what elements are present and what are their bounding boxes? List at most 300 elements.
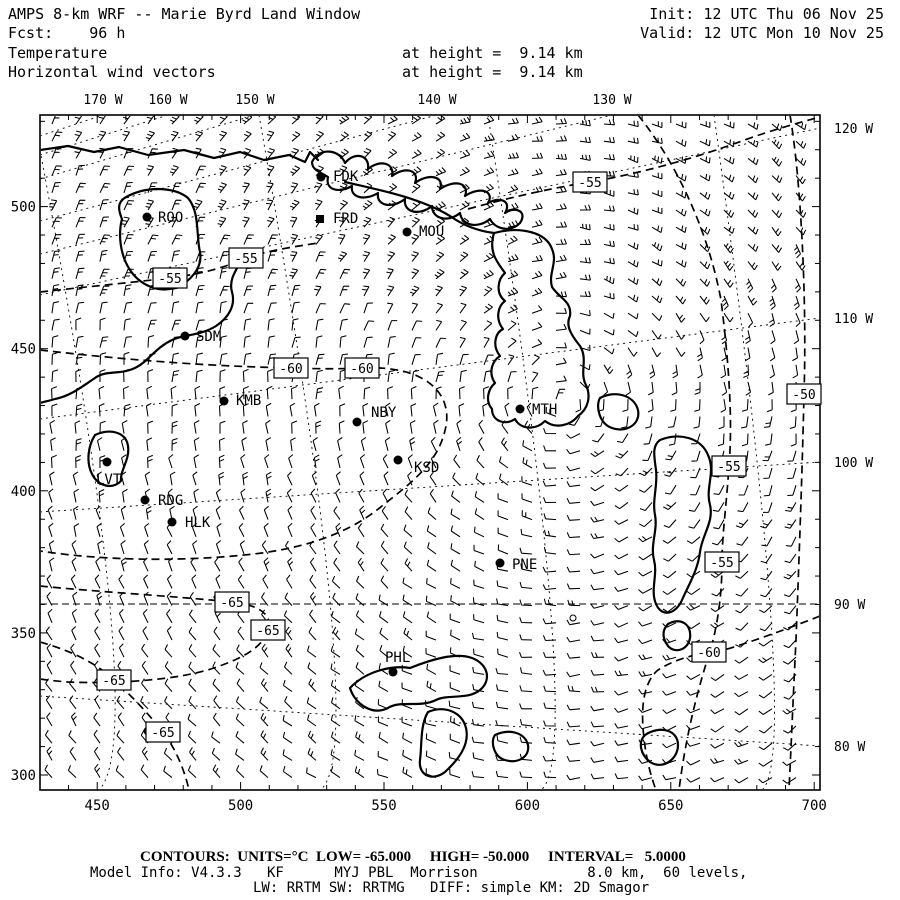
wind-barb [473,633,485,640]
wind-barb [72,541,76,555]
wind-barb [676,243,686,250]
wind-barb [652,242,662,251]
wind-barb [311,506,316,519]
wind-barb [339,386,344,399]
wind-barb [639,537,652,542]
wind-barb [759,743,772,750]
wind-barb [615,657,629,661]
wind-barb [411,252,418,262]
wind-barb [338,234,345,244]
wind-barb [676,122,686,128]
wind-barb [567,549,580,554]
wind-barb [724,157,734,164]
station-marker [168,518,177,527]
wind-barb [687,742,700,746]
wind-barb [591,485,604,491]
wind-barb [283,732,292,743]
wind-barb [48,609,52,623]
wind-barb [164,748,172,760]
wind-barb [172,235,182,245]
wind-barb [763,468,772,478]
wind-barb [290,200,299,210]
wind-barb [403,767,412,778]
wind-barb [388,370,395,382]
wind-barb [308,748,316,760]
wind-barb [412,133,421,142]
wind-barb [436,149,445,158]
coastline [40,146,318,162]
wind-barb [124,285,131,296]
wind-barb [736,606,749,613]
wind-barb [591,534,604,539]
wind-barb [502,438,509,451]
wind-barb [796,313,800,326]
wind-barb [388,217,395,227]
wind-barb [476,473,484,485]
wind-barb [309,679,316,692]
wind-barb [95,627,100,640]
wind-barb [100,337,108,348]
coastline [40,252,246,403]
wind-barb [700,174,710,181]
wind-barb [735,726,748,732]
wind-barb [283,749,292,760]
wind-barb [172,371,179,382]
wind-barb [122,421,127,434]
wind-barb [218,217,226,227]
wind-barb [436,338,446,348]
wind-barb [532,271,542,279]
wind-barb [783,760,796,765]
wind-barb [364,114,372,124]
wind-barb [100,250,108,261]
wind-barb [615,708,629,712]
wind-barb [668,416,676,427]
wind-barb [266,200,273,210]
wind-barb [497,598,508,605]
wind-barb [676,313,685,322]
wind-barb [718,434,724,446]
wind-barb [436,320,442,330]
top-longitude-label: 160 W [148,93,188,108]
wind-barb [403,611,412,622]
contour-label-value: -55 [717,460,741,475]
wind-barb [141,765,148,778]
wind-barb [189,679,196,692]
wind-barb [639,588,653,593]
wind-barb [310,610,317,623]
wind-barb [290,269,298,279]
wind-barb [76,218,86,228]
wind-barb [628,189,638,195]
wind-barb [190,747,197,760]
wind-barb [784,571,796,579]
wind-barb [260,766,268,778]
wind-barb [292,132,300,142]
wind-barb [262,644,268,657]
wind-barb [508,387,513,400]
wind-barb [285,662,293,675]
wind-barb [340,304,350,314]
wind-barb [719,416,724,428]
wind-barb [711,674,724,680]
wind-barb [411,404,416,417]
wind-barb [644,434,652,445]
wind-barb [735,778,748,783]
wind-barb [147,386,152,399]
wind-barb [74,506,79,519]
wind-barb [219,455,224,468]
wind-barb [760,520,772,528]
wind-barb [500,474,509,486]
wind-barb [355,750,364,761]
wind-barb [165,696,172,708]
wind-barb [315,183,322,193]
wind-barb [508,118,518,124]
wind-barb [556,272,566,279]
forecast-hour-label: Fcst: 96 h [8,24,126,42]
wind-barb [460,338,466,348]
wind-barb [265,455,269,468]
wind-barb [639,639,653,643]
station-label: LVT [96,472,122,488]
wind-barb [402,683,412,692]
wind-barb [477,455,484,468]
wind-barb [689,520,701,529]
wind-barb [411,387,416,400]
wind-barb [100,200,109,210]
wind-barb [794,296,799,310]
wind-barb [508,153,519,159]
wind-barb [544,686,556,692]
wind-barb [640,502,652,510]
wind-barb [381,524,388,537]
station-label: PHL [385,650,411,666]
wind-barb [116,765,124,777]
wind-barb [412,183,420,193]
wind-barb [628,243,638,250]
wind-barb [100,318,106,330]
wind-barb [771,330,776,343]
station-marker [181,332,190,341]
wind-barb [497,581,508,589]
wind-barb [691,451,700,461]
wind-barb [591,722,604,727]
wind-barb [521,529,532,537]
wind-barb [556,308,567,313]
wind-barb [425,718,436,726]
wind-barb [472,702,484,709]
station-marker [496,559,505,568]
wind-barb [261,748,268,761]
wind-barb [568,600,580,606]
contour-label-value: -65 [220,596,244,611]
wind-barb [196,166,206,176]
wind-barb [698,365,703,378]
wind-barb [532,339,542,347]
wind-barb [567,705,580,710]
wind-barb [694,416,701,428]
y-axis-tick-label: 350 [10,625,36,642]
wind-barb [359,489,364,502]
wind-barb [615,723,628,728]
wind-barb [484,338,490,348]
wind-barb [700,209,710,216]
right-longitude-label: 90 W [834,598,866,613]
wind-barb [148,336,154,348]
wind-barb [244,131,251,141]
wind-barb [772,193,782,201]
wind-barb [385,437,390,450]
wind-barb [189,662,196,675]
wind-barb [387,303,393,313]
wind-barb [100,217,109,227]
wind-barb [567,740,580,745]
wind-barb [336,472,340,486]
wind-barb [403,578,412,589]
wind-barb [236,749,244,761]
wind-barb [532,288,542,296]
wind-barb [628,278,638,285]
wind-barb [266,472,271,485]
wind-barb [544,463,557,468]
wind-barb [700,121,710,127]
wind-barb [484,151,494,158]
station-marker [353,418,362,427]
wind-barb [311,523,316,536]
wind-barb [356,645,364,657]
wind-barb [316,370,323,382]
wind-barb [544,599,556,606]
wind-barb [520,548,532,554]
wind-barb [340,336,346,348]
wind-barb [220,370,226,382]
wind-barb [772,140,782,149]
wind-barb [118,713,124,726]
wind-barb [357,576,365,588]
wind-barb [142,661,148,674]
wind-barb [544,772,556,778]
wind-barb [794,244,800,258]
wind-barb [544,428,556,433]
wind-barb [721,399,726,412]
wind-barb [410,438,415,451]
wind-barb [544,703,556,709]
wind-barb [604,119,615,124]
wind-barb [291,438,296,451]
station-marker [403,228,412,237]
wind-barb [434,420,439,433]
wind-barb [336,489,340,503]
wind-barb [748,244,758,251]
wind-barb [663,588,676,594]
wind-barb [194,455,199,468]
wind-barb [663,709,676,714]
wind-barb [793,365,798,378]
wind-barb [75,421,80,434]
wind-barb [146,131,155,141]
wind-barb [615,605,629,609]
wind-barb [76,234,85,244]
wind-barb [76,302,84,313]
wind-barb [388,321,397,331]
wind-barb [615,571,629,575]
wind-barb [742,399,748,411]
wind-barb [427,681,436,692]
wind-barb [520,772,532,778]
wind-barb [50,558,55,571]
wind-barb [451,578,460,588]
wind-barb [772,244,782,252]
wind-barb [288,472,293,486]
wind-barb [380,628,388,640]
wind-barb [236,731,244,743]
wind-barb [508,321,516,331]
wind-barb [412,150,421,159]
wind-barb [244,336,251,348]
wind-barb [460,320,467,330]
wind-barb [52,268,60,279]
wind-barb [498,649,508,658]
wind-barb [580,329,590,335]
wind-barb [748,262,757,270]
wind-barb [484,321,492,331]
wind-barb [497,735,508,743]
wind-barb [219,472,224,485]
wind-barb [146,200,154,210]
wind-barb [652,207,662,213]
wind-barb [505,403,509,416]
wind-barb [427,612,436,623]
wind-barb [724,210,734,218]
wind-barb [124,166,134,176]
wind-barb [628,138,638,144]
wind-barb [172,404,178,416]
wind-barb [436,353,443,365]
wind-barb [615,691,629,695]
wind-barb [334,507,340,520]
wind-barb [743,365,748,378]
wind-barb [220,235,230,244]
wind-barb [238,627,244,640]
wind-barb [118,747,125,760]
wind-barb [711,692,724,698]
wind-barb [268,303,277,313]
wind-barb [795,279,800,293]
wind-barb [567,567,580,572]
wind-barb [363,201,372,210]
wind-barb [292,319,299,331]
station-label: PNE [512,557,538,573]
wind-barb [308,731,316,743]
wind-barb [356,611,364,623]
wind-barb [628,295,638,302]
wind-barb [172,251,180,262]
wind-barb [148,252,157,262]
wind-barb [652,279,662,286]
wind-barb [761,554,772,563]
wind-barb [316,269,326,279]
wind-barb [580,155,590,161]
wind-barb [474,649,484,658]
wind-barb [237,645,244,658]
model-info-line1: Model Info: V4.3.3 KF MYJ PBL Morrison 8.0 km, 60 levels, [90,865,748,881]
wind-barb [763,502,772,512]
wind-barb [617,434,628,443]
wind-barb [784,588,796,596]
wind-barb [484,253,493,262]
wind-barb [218,200,226,210]
wind-barb [124,235,134,245]
wind-barb [334,558,340,571]
wind-barb [119,627,124,640]
wind-barb [388,337,396,348]
wind-barb [216,575,220,589]
wind-barb [450,682,460,691]
wind-barb [52,149,62,159]
wind-barb [240,541,244,554]
wind-barb [604,154,614,160]
wind-barb [381,541,388,554]
model-info-line2: LW: RRTM SW: RRTMG DIFF: simple KM: 2D Smagor [253,880,650,896]
wind-barb [639,622,653,626]
wind-barb [567,653,580,658]
wind-barb [292,337,301,347]
wind-barb [628,224,638,230]
wind-barb [567,498,580,503]
wind-barb [148,303,157,314]
wind-barb [532,305,542,313]
wind-barb [735,759,749,764]
wind-barb [119,575,124,588]
wind-barb [615,638,628,643]
wind-barb [460,167,470,175]
wind-barb [95,644,100,657]
wind-barb [378,699,388,709]
wind-barb [663,554,676,561]
wind-barb [45,765,52,778]
wind-barb [241,489,245,502]
wind-barb [144,575,148,588]
wind-barb [242,200,249,210]
wind-barb [652,156,662,164]
wind-barb [284,680,293,692]
wind-barb [403,733,412,743]
wind-barb [76,439,82,451]
wind-barb [68,765,76,777]
wind-barb [711,606,724,612]
coastline [653,436,711,612]
wind-barb [616,451,629,458]
wind-barb [76,200,85,210]
wind-barb [264,523,268,537]
wind-barb [52,183,61,193]
wind-barb [288,558,293,571]
wind-barb [508,288,518,296]
wind-barb [72,558,76,572]
wind-barb [508,236,517,244]
wind-barb [665,451,676,460]
wind-barb [759,674,772,680]
wind-barb [736,520,748,528]
wind-barb [412,355,421,365]
contour-label-value: -55 [234,252,258,267]
right-longitude-label: 120 W [834,122,874,137]
wind-barb [544,721,556,726]
wind-barb [339,421,344,434]
wind-barb [748,227,758,234]
station-markers [96,169,557,736]
